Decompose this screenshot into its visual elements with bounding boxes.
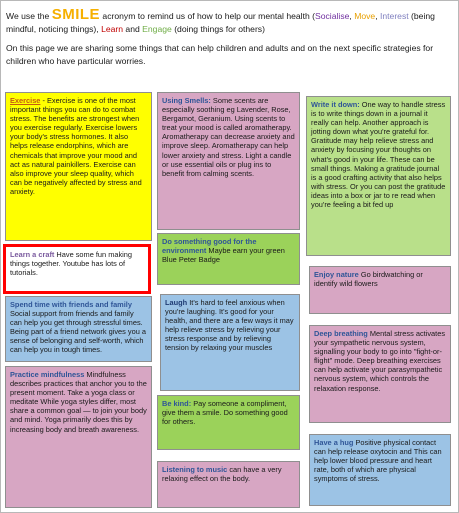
music-heading: Listening to music bbox=[162, 465, 228, 474]
keyword-move: Move bbox=[354, 11, 376, 21]
hug-heading: Have a hug bbox=[314, 438, 354, 447]
intro-paragraph-1 bbox=[6, 8, 454, 36]
exercise-heading: Exercise bbox=[10, 96, 41, 105]
keyword-engage: Engage bbox=[142, 24, 172, 34]
craft-box bbox=[3, 244, 151, 294]
environment-text: Maybe earn your green Blue Peter Badge bbox=[162, 246, 285, 265]
hug-box bbox=[309, 434, 451, 506]
mindfulness-box bbox=[5, 366, 152, 508]
intro-text-c: (being mindful, noticing things), bbox=[6, 11, 435, 34]
intro-text-d: and bbox=[123, 24, 143, 34]
intro-text-a: We use the bbox=[6, 11, 52, 21]
laugh-box bbox=[160, 294, 300, 391]
craft-text: Have some fun making things together. Youtube has lots of tutorials. bbox=[10, 250, 133, 278]
intro-text-e: (doing things for others) bbox=[171, 24, 265, 34]
nature-text: Go birdwatching or identify wild flowers bbox=[314, 270, 423, 289]
keyword-learn: Learn bbox=[101, 24, 124, 34]
smells-heading: Using Smells: bbox=[162, 96, 211, 105]
intro-paragraph-2: On this page we are sharing some things that can help children and adults and on the next specific strategies for children who have particular worries. bbox=[6, 43, 434, 66]
laugh-heading: Laugh bbox=[165, 298, 188, 307]
intro-sep-1: , bbox=[349, 11, 355, 21]
nature-box bbox=[309, 266, 451, 314]
smells-box bbox=[157, 92, 300, 230]
intro-text bbox=[6, 8, 454, 74]
kind-text: Pay someone a compliment, give them a smile. Do something good for others. bbox=[162, 399, 288, 427]
friends-box bbox=[5, 296, 152, 362]
keyword-interest: Interest bbox=[379, 11, 409, 21]
environment-box bbox=[157, 233, 300, 285]
keyword-socialise: Socialise bbox=[315, 11, 350, 21]
smile-word: SMILE bbox=[51, 6, 101, 23]
laugh-text: It's hard to feel anxious when you're laughing. It's good for your health, and there are a few ways it may help relieve stress by relieving your stress response and by relieving tension by relaxing your muscles bbox=[165, 298, 294, 353]
hug-text: Positive physical contact can help release oxytocin and This can help lower blood pressure and heart rate, both of which are physical symptoms of stress. bbox=[314, 438, 442, 484]
kind-box bbox=[157, 395, 300, 450]
music-box bbox=[157, 461, 300, 508]
intro-text-b: acronym to remind us of how to help our mental health ( bbox=[100, 11, 315, 21]
mindfulness-text: Mindfulness describes practices that anchor you to the present moment. Take a yoga class or meditate While yoga styles differ, most share a common goal — to join your body and mind. Yoga primarily does this by increasing body and breath awareness. bbox=[10, 370, 147, 434]
write-heading: Write it down: bbox=[311, 100, 360, 109]
friends-heading: Spend time with friends and family bbox=[10, 300, 132, 309]
smells-text: Some scents are especially soothing eg Lavender, Rose, Bergamot, Geranium. Using scents to treat your mood is called aromatherapy. Aromatherapy can decrease anxiety and improve sleep. Aromatherapy can help lower anxiety and stress. Light a candle or use essential oils or plug ins to benefit from calming scents. bbox=[162, 96, 295, 178]
environment-heading: Do something good for the environment bbox=[162, 237, 257, 256]
mindfulness-heading: Practice mindfulness bbox=[10, 370, 85, 379]
breathing-heading: Deep breathing bbox=[314, 329, 368, 338]
exercise-text: - Exercise is one of the most important things you can do to combat stress. The benefits are strongest when you exercise regularly. Exercise lowers your body's stress hormones. It also helps release endorphins, which are chemicals that improve your mood and act as natural painkillers. Exercise can also improve your sleep quality, which can be negatively affected by stress and anxiety. bbox=[10, 96, 142, 196]
music-text: can have a very relaxing effect on the body. bbox=[162, 465, 282, 484]
nature-heading: Enjoy nature bbox=[314, 270, 359, 279]
exercise-box bbox=[5, 92, 152, 241]
craft-heading: Learn a craft bbox=[10, 250, 55, 259]
kind-heading: Be kind: bbox=[162, 399, 192, 408]
friends-text: Social support from friends and family can help you get through stressful times. Being part of a friend network gives you a sense of belonging and self-worth, which can help you in tough times. bbox=[10, 309, 146, 355]
intro-sep-2: , bbox=[375, 11, 380, 21]
breathing-text: Mental stress activates your sympathetic nervous system, signalling your body to go into "fight-or-flight" mode. Deep breathing exercises can help activate your parasympathetic nervous system, which controls the relaxation response. bbox=[314, 329, 446, 393]
write-text: One way to handle stress is to write things down in a journal it really can help. Another approach is jotting down what you're grateful for. Gratitude may help relieve stress and anxiety by focusing your thoughts on what's good in your life. These can be small things. Making a gratitude journal is a good crafting activity that also helps with stress. Or you can post the gratitude ideas into a box or jar to re read when you're feeling a bit fed up bbox=[311, 100, 446, 210]
write-box bbox=[306, 96, 451, 256]
breathing-box bbox=[309, 325, 451, 423]
